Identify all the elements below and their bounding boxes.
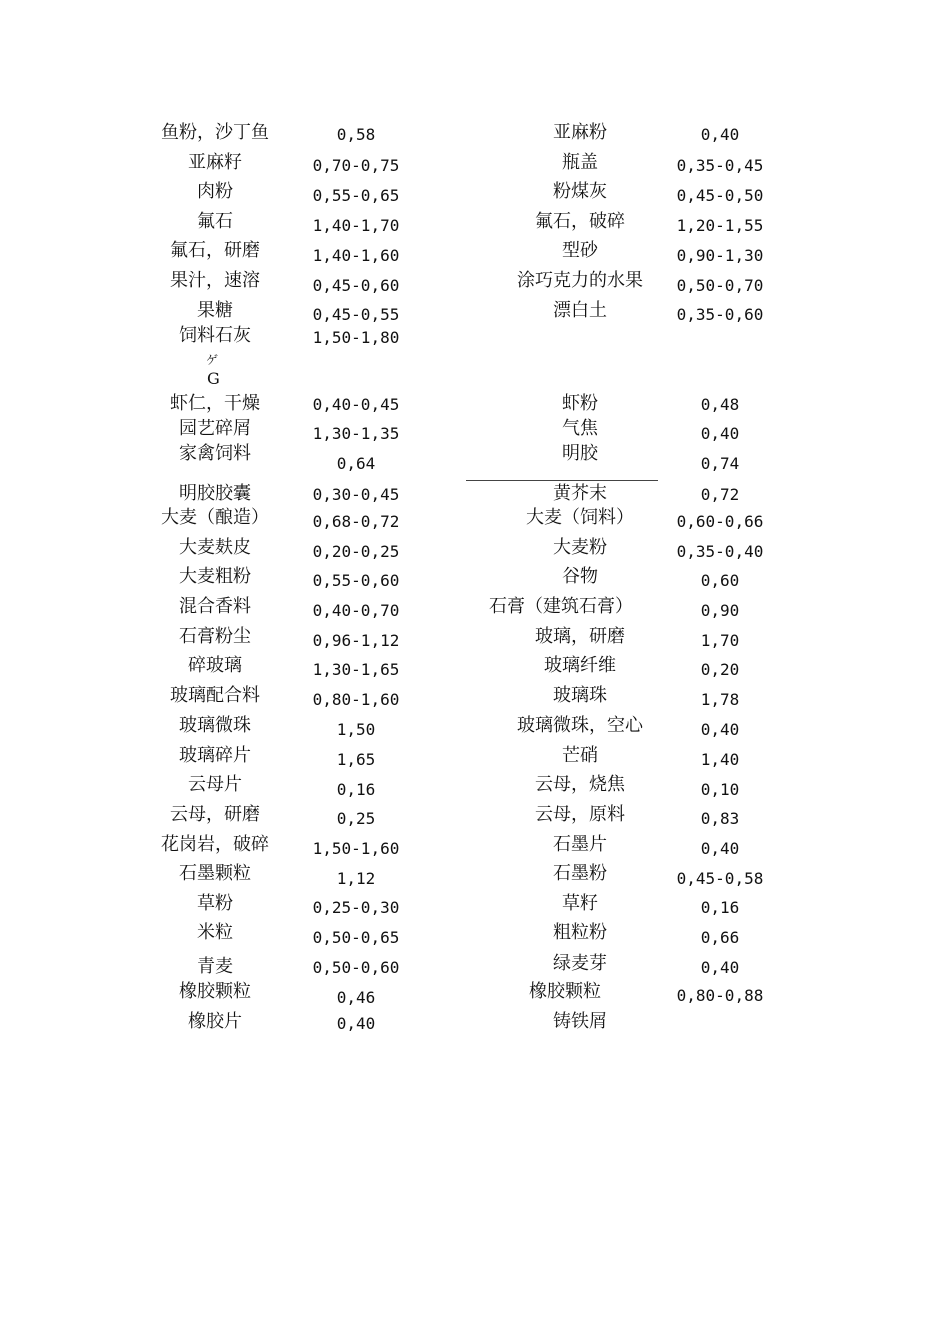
material-name: 石墨片 [553,834,607,855]
material-name: 芒硝 [562,745,598,766]
density-value: 0,45-0,50 [676,186,764,205]
material-name: 虾仁，干燥 [170,393,260,414]
material-name: 铸铁屑 [553,1011,607,1032]
density-value: 1,12 [336,869,376,888]
density-value: 0,50-0,60 [312,958,400,977]
density-value: 0,45-0,58 [676,869,764,888]
table-row [0,893,950,921]
material-name: 青麦 [197,956,233,977]
material-name: 碎玻璃 [188,655,242,676]
material-name: 石墨颗粒 [179,863,251,884]
material-name: 氟石 [197,211,233,232]
table-row [0,922,950,950]
material-name: 氟石，破碎 [535,211,625,232]
material-name: 气焦 [562,418,598,439]
density-value: 0,58 [336,125,376,144]
table-row [0,834,950,862]
material-name: 型砂 [562,240,598,261]
density-value: 0,35-0,45 [676,156,764,175]
table-row [0,507,950,535]
material-name: 云母，研磨 [170,804,260,825]
material-name: 明胶 [562,443,598,464]
material-name: 果糖 [197,300,233,321]
table-row [0,181,950,209]
material-name: 虾粉 [562,393,598,414]
material-name: 云母，烧焦 [535,774,625,795]
density-value: 0,55-0,60 [312,571,400,590]
material-name: 橡胶颗粒 [179,981,251,1002]
density-value: 0,66 [700,928,740,947]
material-name: 涂巧克力的水果 [517,270,643,291]
density-value: 0,25-0,30 [312,898,400,917]
table-row [0,715,950,743]
density-value: 0,35-0,60 [676,305,764,324]
table-row [0,443,950,471]
material-name: 漂白土 [553,300,607,321]
density-value: 0,10 [700,780,740,799]
material-name: 园艺碎屑 [179,418,251,439]
density-value: 0,30-0,45 [312,485,400,504]
density-value: 1,65 [336,750,376,769]
table-row [0,325,950,353]
material-name: 玻璃微珠，空心 [517,715,643,736]
material-name: 石膏粉尘 [179,626,251,647]
table-row [0,953,950,981]
table-row [0,774,950,802]
density-value: 0,83 [700,809,740,828]
density-value: 0,96-1,12 [312,631,400,650]
material-name: 云母片 [188,774,242,795]
material-name: 混合香料 [179,596,251,617]
density-value: 0,25 [336,809,376,828]
density-value: 1,20-1,55 [676,216,764,235]
material-name: 橡胶颗粒 [529,981,601,1002]
density-value: 1,70 [700,631,740,650]
density-value: 0,40 [700,839,740,858]
material-name: 玻璃纤维 [544,655,616,676]
density-value: 0,40 [700,424,740,443]
stray-mark: G [207,369,220,388]
material-name: 玻璃碎片 [179,745,251,766]
table-row [0,981,950,1009]
table-row [0,270,950,298]
density-value: 1,50-1,80 [312,328,400,347]
density-value: 0,40 [700,125,740,144]
density-value: 0,90-1,30 [676,246,764,265]
density-value: 1,30-1,35 [312,424,400,443]
material-name: 草粉 [197,893,233,914]
density-value: 0,90 [700,601,740,620]
density-value: 0,70-0,75 [312,156,400,175]
table-row [0,626,950,654]
material-name: 花岗岩，破碎 [161,834,269,855]
material-name: 草籽 [562,893,598,914]
density-value: 0,40 [700,720,740,739]
density-value: 1,30-1,65 [312,660,400,679]
table-row [0,1011,950,1039]
density-value: 0,20-0,25 [312,542,400,561]
table-row [0,685,950,713]
density-value: 0,20 [700,660,740,679]
density-value: 1,40 [700,750,740,769]
table-row [0,566,950,594]
density-value: 0,40-0,70 [312,601,400,620]
density-value: 0,45-0,60 [312,276,400,295]
table-row [0,122,950,150]
material-name: 大麦粉 [553,537,607,558]
table-row [0,655,950,683]
material-name: 黄芥末 [553,483,607,504]
density-value: 0,45-0,55 [312,305,400,324]
table-row [0,596,950,624]
material-name: 鱼粉，沙丁鱼 [161,122,269,143]
density-value: 0,40 [700,958,740,977]
density-value: 0,46 [336,988,376,1007]
material-name: 玻璃微珠 [179,715,251,736]
material-name: 云母，原料 [535,804,625,825]
density-value: 1,50-1,60 [312,839,400,858]
table-row [0,537,950,565]
density-value: 0,68-0,72 [312,512,400,531]
divider-line [466,480,658,481]
density-value: 0,64 [336,454,376,473]
density-value: 1,78 [700,690,740,709]
material-name: 绿麦芽 [553,953,607,974]
table-row [0,152,950,180]
density-value: 0,80-0,88 [676,986,764,1005]
density-value: 0,72 [700,485,740,504]
density-value: 0,16 [336,780,376,799]
density-value: 0,40-0,45 [312,395,400,414]
material-name: 家禽饲料 [179,443,251,464]
material-name: 石墨粉 [553,863,607,884]
material-name: 谷物 [562,566,598,587]
density-value: 0,40 [336,1014,376,1033]
density-value: 0,55-0,65 [312,186,400,205]
material-name: 橡胶片 [188,1011,242,1032]
material-name: 大麦（饲料） [526,507,634,528]
density-value: 1,40-1,60 [312,246,400,265]
material-name: 亚麻粉 [553,122,607,143]
material-name: 大麦（酿造） [161,507,269,528]
density-value: 0,35-0,40 [676,542,764,561]
stray-mark: ゲ [206,353,219,367]
density-value: 0,60-0,66 [676,512,764,531]
table-row [0,863,950,891]
material-name: 瓶盖 [562,152,598,173]
material-name: 玻璃，研磨 [535,626,625,647]
table-row [0,240,950,268]
density-value: 0,74 [700,454,740,473]
density-value: 0,50-0,65 [312,928,400,947]
density-value: 0,60 [700,571,740,590]
material-name: 肉粉 [197,181,233,202]
density-value: 0,16 [700,898,740,917]
material-name: 亚麻籽 [188,152,242,173]
density-value: 0,48 [700,395,740,414]
material-name: 玻璃配合料 [170,685,260,706]
density-value: 1,40-1,70 [312,216,400,235]
table-row [0,300,950,328]
material-name: 米粒 [197,922,233,943]
density-value: 0,80-1,60 [312,690,400,709]
material-name: 石膏（建筑石膏） [489,596,633,617]
material-name: 明胶胶囊 [179,483,251,504]
material-name: 大麦麸皮 [179,537,251,558]
material-name: 饲料石灰 [179,325,251,346]
table-row [0,804,950,832]
material-name: 大麦粗粉 [179,566,251,587]
material-name: 粉煤灰 [553,181,607,202]
table-row [0,393,950,421]
material-name: 果汁，速溶 [170,270,260,291]
density-value: 1,50 [336,720,376,739]
table-row [0,211,950,239]
density-value: 0,50-0,70 [676,276,764,295]
table-row [0,745,950,773]
material-name: 玻璃珠 [553,685,607,706]
material-name: 氟石，研磨 [170,240,260,261]
table-row [0,418,950,446]
material-name: 粗粒粉 [553,922,607,943]
